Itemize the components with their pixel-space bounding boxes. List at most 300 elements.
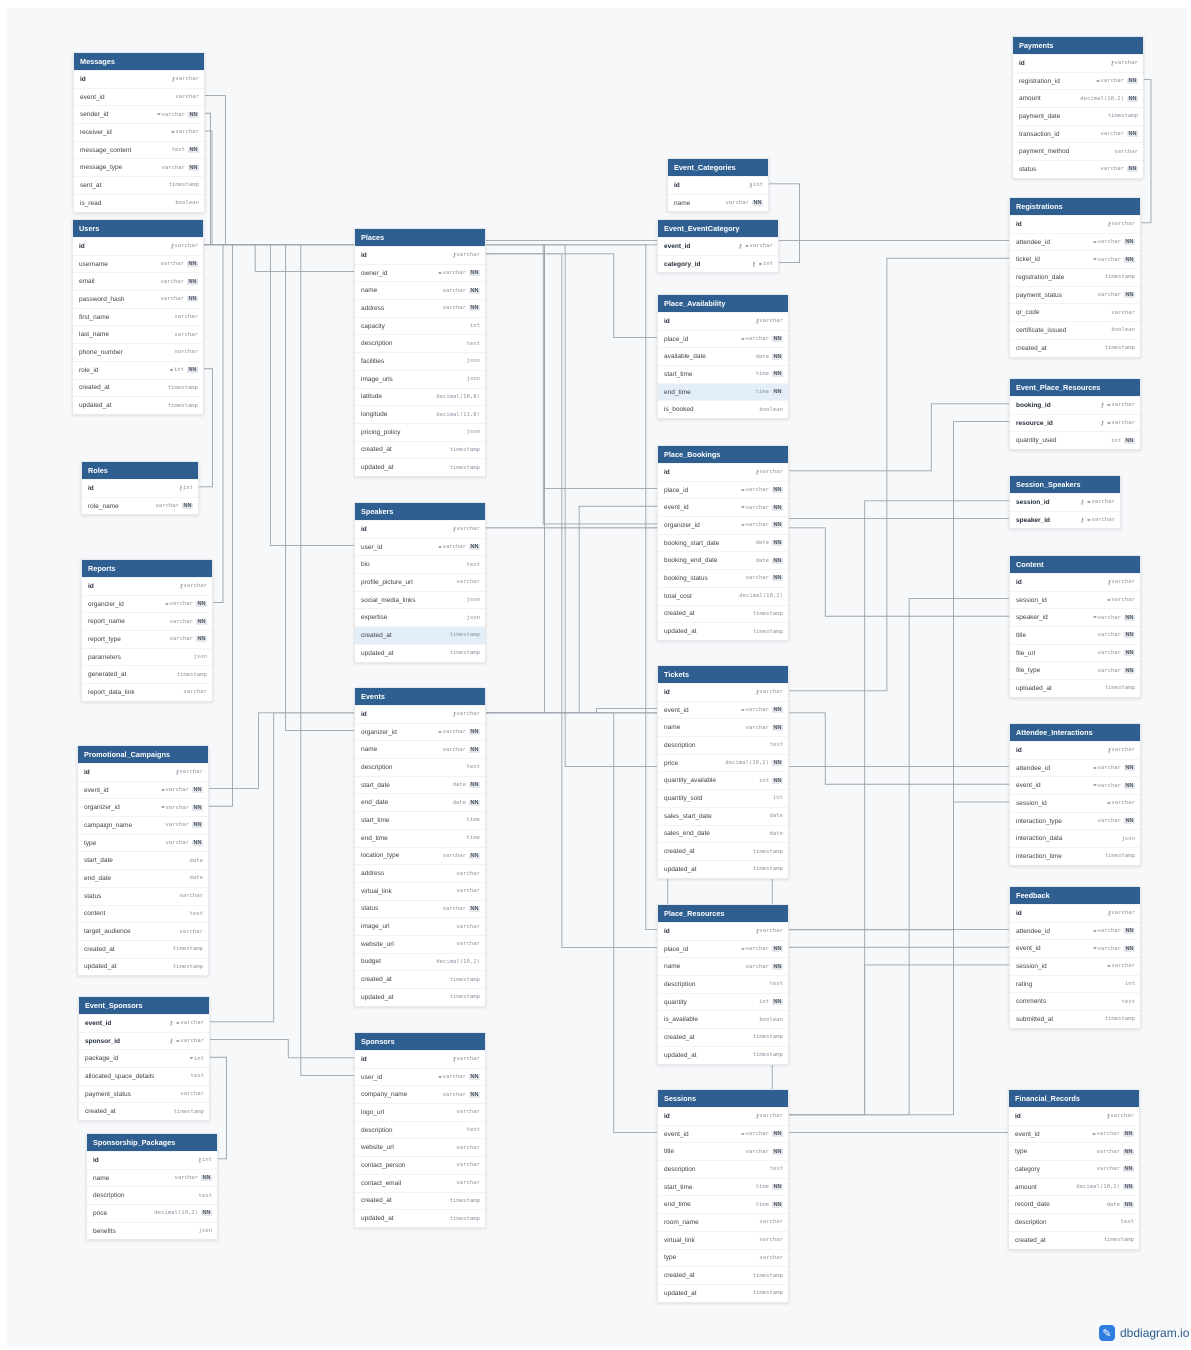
field-row[interactable]	[1010, 215, 1140, 233]
table-promotional-campaigns[interactable]	[77, 745, 209, 976]
table-places[interactable]	[354, 228, 486, 477]
field-row[interactable]	[355, 352, 485, 370]
field-row[interactable]	[73, 325, 203, 343]
field-row[interactable]	[74, 123, 204, 141]
field-row[interactable]	[1013, 160, 1143, 178]
table-title[interactable]: Users	[73, 220, 203, 237]
field-row[interactable]	[658, 922, 788, 940]
field-row[interactable]	[658, 771, 788, 789]
field-row[interactable]	[87, 1186, 217, 1204]
field-row[interactable]	[1010, 573, 1140, 591]
field-row[interactable]	[82, 479, 198, 497]
field-row[interactable]	[1010, 904, 1140, 922]
field-row[interactable]	[79, 1014, 209, 1032]
table-sponsors[interactable]	[354, 1032, 486, 1228]
field-row[interactable]	[658, 1284, 788, 1302]
table-title[interactable]: Reports	[82, 560, 212, 577]
field-row[interactable]	[78, 816, 208, 834]
link-icon: ⚭	[1092, 928, 1098, 935]
field-row[interactable]	[355, 626, 485, 644]
field-name: first_name	[79, 313, 110, 321]
key-icon: ⚷	[748, 182, 753, 189]
table-title[interactable]: Event_Place_Resources	[1010, 379, 1140, 396]
field-row[interactable]	[1010, 626, 1140, 644]
field-row[interactable]	[355, 988, 485, 1006]
field-type: varchar	[1100, 166, 1125, 173]
field-row[interactable]	[1010, 250, 1140, 268]
field-row[interactable]	[1010, 591, 1140, 609]
field-row[interactable]	[1010, 268, 1140, 286]
field-row[interactable]	[658, 807, 788, 825]
field-row[interactable]	[355, 811, 485, 829]
table-title[interactable]: Speakers	[355, 503, 485, 520]
brand-text: dbdiagram.io	[1120, 1326, 1190, 1340]
field-row[interactable]	[87, 1151, 217, 1169]
field-row[interactable]	[1010, 741, 1140, 759]
field-row[interactable]	[1010, 1010, 1140, 1028]
key-icon: ⚷	[1079, 499, 1085, 506]
field-row[interactable]	[355, 864, 485, 882]
field-row[interactable]	[658, 860, 788, 878]
field-row[interactable]	[658, 975, 788, 993]
field-row[interactable]	[355, 723, 485, 741]
field-row[interactable]	[1010, 661, 1140, 679]
field-row[interactable]	[78, 940, 208, 958]
field-row[interactable]	[658, 1178, 788, 1196]
field-name: quantity_used	[1016, 437, 1057, 445]
table-title[interactable]: Messages	[74, 53, 204, 70]
field-row[interactable]	[78, 834, 208, 852]
field-row[interactable]	[1010, 776, 1140, 794]
field-type: timestamp	[752, 1290, 783, 1297]
field-row[interactable]	[1013, 54, 1143, 72]
table-title[interactable]: Sponsors	[355, 1033, 485, 1050]
field-type: text	[198, 1192, 212, 1199]
field-name: payment_status	[85, 1090, 131, 1098]
field-row[interactable]	[355, 644, 485, 662]
not-null-badge: NN	[470, 729, 479, 736]
field-type: boolean	[759, 406, 783, 413]
field-row[interactable]	[355, 1050, 485, 1068]
key-icon: ⚷	[452, 252, 457, 259]
field-row[interactable]	[658, 1125, 788, 1143]
field-row[interactable]	[1010, 992, 1140, 1010]
field-row[interactable]	[1010, 679, 1140, 697]
field-row[interactable]	[658, 1107, 788, 1125]
table-feedback[interactable]	[1009, 886, 1141, 1029]
field-row[interactable]	[1010, 339, 1140, 357]
field-row[interactable]	[355, 917, 485, 935]
field-row[interactable]	[1010, 608, 1140, 626]
field-row[interactable]	[79, 1102, 209, 1120]
field-type: varchar	[1097, 667, 1122, 674]
table-title[interactable]: Event_EventCategory	[658, 220, 778, 237]
field-row[interactable]	[658, 736, 788, 754]
field-row[interactable]	[355, 1192, 485, 1210]
field-name: id	[361, 525, 367, 533]
table-event-sponsors[interactable]	[78, 996, 210, 1121]
field-row[interactable]	[355, 935, 485, 953]
not-null-badge: NN	[1125, 239, 1134, 246]
field-row[interactable]	[73, 343, 203, 361]
field-row[interactable]	[658, 383, 788, 401]
field-row[interactable]	[668, 194, 768, 212]
field-row[interactable]	[658, 701, 788, 719]
field-row[interactable]	[1010, 396, 1140, 414]
field-row[interactable]	[355, 1156, 485, 1174]
field-row[interactable]	[658, 551, 788, 569]
field-row[interactable]	[355, 388, 485, 406]
field-row[interactable]	[79, 1049, 209, 1067]
field-name: price	[664, 759, 679, 767]
field-row[interactable]	[82, 648, 212, 666]
field-row[interactable]	[658, 825, 788, 843]
field-row[interactable]	[658, 605, 788, 623]
field-row[interactable]	[658, 622, 788, 640]
key-icon: ⚷	[1107, 747, 1112, 754]
table-messages[interactable]	[73, 52, 205, 213]
field-row[interactable]	[1009, 1195, 1139, 1213]
field-row[interactable]	[658, 400, 788, 418]
field-type: varchar	[161, 111, 186, 118]
field-row[interactable]	[355, 1068, 485, 1086]
field-row[interactable]	[355, 591, 485, 609]
field-row[interactable]	[73, 396, 203, 414]
field-row[interactable]	[658, 330, 788, 348]
field-row[interactable]	[355, 441, 485, 459]
table-attendee-interactions[interactable]	[1009, 723, 1141, 866]
table-title[interactable]: Event_Categories	[668, 159, 768, 176]
field-row[interactable]	[1010, 493, 1120, 511]
field-row[interactable]	[658, 347, 788, 365]
table-title[interactable]: Promotional_Campaigns	[78, 746, 208, 763]
field-type: int	[201, 1157, 212, 1164]
table-tickets[interactable]	[657, 665, 789, 879]
field-row[interactable]	[1010, 829, 1140, 847]
field-row[interactable]	[355, 1085, 485, 1103]
field-row[interactable]	[355, 264, 485, 282]
table-title[interactable]: Feedback	[1010, 887, 1140, 904]
table-financial-records[interactable]	[1008, 1089, 1140, 1250]
field-name: updated_at	[664, 865, 697, 873]
field-row[interactable]	[73, 255, 203, 273]
field-type: varchar	[759, 1237, 783, 1244]
field-row[interactable]	[74, 70, 204, 88]
field-row[interactable]	[658, 1195, 788, 1213]
field-row[interactable]	[355, 882, 485, 900]
table-payments[interactable]	[1012, 36, 1144, 179]
field-row[interactable]	[355, 520, 485, 538]
not-null-badge: NN	[197, 618, 206, 625]
field-name: file_type	[1016, 667, 1041, 675]
table-title[interactable]: Events	[355, 688, 485, 705]
field-row[interactable]	[355, 776, 485, 794]
field-row[interactable]	[79, 1085, 209, 1103]
field-row[interactable]	[355, 1209, 485, 1227]
not-null-badge: NN	[470, 782, 479, 789]
table-title[interactable]: Place_Bookings	[658, 446, 788, 463]
table-title[interactable]: Tickets	[658, 666, 788, 683]
field-type: varchar	[175, 76, 199, 83]
field-row[interactable]	[355, 847, 485, 865]
field-row[interactable]	[355, 458, 485, 476]
link-icon: ⚭	[437, 1074, 443, 1081]
field-row[interactable]	[355, 793, 485, 811]
field-row[interactable]	[82, 630, 212, 648]
table-place-bookings[interactable]	[657, 445, 789, 641]
field-row[interactable]	[1010, 759, 1140, 777]
field-row[interactable]	[82, 612, 212, 630]
field-row[interactable]	[355, 334, 485, 352]
field-row[interactable]	[658, 1249, 788, 1267]
field-row[interactable]	[658, 312, 788, 330]
field-row[interactable]	[1009, 1231, 1139, 1249]
field-row[interactable]	[78, 798, 208, 816]
field-row[interactable]	[658, 463, 788, 481]
field-row[interactable]	[658, 1266, 788, 1284]
field-row[interactable]	[355, 246, 485, 264]
field-name: id	[79, 242, 85, 250]
table-users[interactable]	[72, 219, 204, 415]
field-row[interactable]	[1010, 303, 1140, 321]
table-title[interactable]: Content	[1010, 556, 1140, 573]
field-row[interactable]	[658, 498, 788, 516]
table-title[interactable]: Place_Availability	[658, 295, 788, 312]
field-row[interactable]	[73, 361, 203, 379]
field-row[interactable]	[78, 887, 208, 905]
not-null-badge: NN	[183, 503, 192, 510]
field-row[interactable]	[1009, 1213, 1139, 1231]
field-row[interactable]	[658, 842, 788, 860]
table-speakers[interactable]	[354, 502, 486, 663]
field-row[interactable]	[82, 683, 212, 701]
table-reports[interactable]	[81, 559, 213, 702]
field-row[interactable]	[74, 88, 204, 106]
field-name: uploaded_at	[1016, 684, 1052, 692]
field-row[interactable]	[79, 1032, 209, 1050]
field-row[interactable]	[658, 237, 778, 255]
field-row[interactable]	[1009, 1107, 1139, 1125]
field-row[interactable]	[1010, 812, 1140, 830]
table-title[interactable]: Sponsorship_Packages	[87, 1134, 217, 1151]
field-row[interactable]	[1010, 794, 1140, 812]
field-row[interactable]	[658, 940, 788, 958]
field-row[interactable]	[355, 370, 485, 388]
field-row[interactable]	[658, 516, 788, 534]
field-row[interactable]	[82, 497, 198, 515]
field-type: json	[466, 376, 480, 383]
table-title[interactable]: Attendee_Interactions	[1010, 724, 1140, 741]
field-row[interactable]	[355, 538, 485, 556]
field-row[interactable]	[78, 763, 208, 781]
field-row[interactable]	[668, 176, 768, 194]
field-row[interactable]	[1010, 847, 1140, 865]
field-row[interactable]	[355, 423, 485, 441]
field-row[interactable]	[658, 255, 778, 273]
field-row[interactable]	[73, 237, 203, 255]
field-row[interactable]	[658, 1028, 788, 1046]
field-row[interactable]	[78, 781, 208, 799]
field-row[interactable]	[1010, 414, 1140, 432]
field-row[interactable]	[79, 1067, 209, 1085]
field-row[interactable]	[355, 1103, 485, 1121]
field-row[interactable]	[78, 958, 208, 976]
field-row[interactable]	[1009, 1178, 1139, 1196]
field-row[interactable]	[355, 1121, 485, 1139]
field-row[interactable]	[355, 555, 485, 573]
table-sessions[interactable]	[657, 1089, 789, 1303]
table-title[interactable]: Registrations	[1010, 198, 1140, 215]
table-place-resources[interactable]	[657, 904, 789, 1065]
field-row[interactable]	[355, 281, 485, 299]
field-name: session_id	[1016, 799, 1047, 807]
field-row[interactable]	[73, 290, 203, 308]
field-row[interactable]	[78, 851, 208, 869]
field-row[interactable]	[355, 1138, 485, 1156]
field-type: time	[755, 371, 770, 378]
field-row[interactable]	[658, 789, 788, 807]
field-row[interactable]	[658, 683, 788, 701]
key-icon: ⚷	[197, 1157, 202, 1164]
field-row[interactable]	[355, 299, 485, 317]
field-row[interactable]	[355, 970, 485, 988]
field-row[interactable]	[355, 608, 485, 626]
field-row[interactable]	[355, 405, 485, 423]
table-title[interactable]: Sessions	[658, 1090, 788, 1107]
field-row[interactable]	[658, 1142, 788, 1160]
table-title[interactable]: Event_Sponsors	[79, 997, 209, 1014]
table-roles[interactable]	[81, 461, 199, 515]
field-row[interactable]	[658, 365, 788, 383]
field-row[interactable]	[82, 595, 212, 613]
field-row[interactable]	[658, 569, 788, 587]
field-row[interactable]	[658, 534, 788, 552]
field-type: varchar	[745, 1131, 770, 1138]
table-event-place-resources[interactable]	[1009, 378, 1141, 450]
field-row[interactable]	[1013, 142, 1143, 160]
field-row[interactable]	[1010, 431, 1140, 449]
field-row[interactable]	[1013, 125, 1143, 143]
link-icon: ⚭	[168, 367, 174, 374]
field-row[interactable]	[74, 194, 204, 212]
field-row[interactable]	[658, 993, 788, 1011]
field-name: registration_date	[1016, 273, 1065, 281]
field-row[interactable]	[658, 1046, 788, 1064]
table-title[interactable]: Place_Resources	[658, 905, 788, 922]
field-row[interactable]	[658, 957, 788, 975]
field-row[interactable]	[1009, 1142, 1139, 1160]
table-title[interactable]: Payments	[1013, 37, 1143, 54]
field-name: image_url	[361, 923, 390, 931]
field-row[interactable]	[1010, 233, 1140, 251]
field-row[interactable]	[74, 158, 204, 176]
field-name: id	[1016, 909, 1022, 917]
table-events[interactable]	[354, 687, 486, 1007]
field-row[interactable]	[1010, 321, 1140, 339]
field-row[interactable]	[1010, 939, 1140, 957]
table-event-eventcategory[interactable]	[657, 219, 779, 273]
field-row[interactable]	[87, 1204, 217, 1222]
field-row[interactable]	[78, 869, 208, 887]
field-type: timestamp	[752, 610, 783, 617]
field-type: text	[1121, 998, 1135, 1005]
field-row[interactable]	[1010, 286, 1140, 304]
field-row[interactable]	[355, 829, 485, 847]
field-row[interactable]	[73, 379, 203, 397]
field-row[interactable]	[658, 587, 788, 605]
not-null-badge: NN	[773, 777, 782, 784]
field-row[interactable]	[355, 758, 485, 776]
table-session-speakers[interactable]	[1009, 475, 1121, 529]
table-sponsorship-packages[interactable]	[86, 1133, 218, 1240]
field-row[interactable]	[87, 1222, 217, 1240]
table-registrations[interactable]	[1009, 197, 1141, 358]
field-row[interactable]	[658, 1231, 788, 1249]
field-row[interactable]	[87, 1169, 217, 1187]
field-row[interactable]	[1013, 89, 1143, 107]
field-row[interactable]	[1010, 975, 1140, 993]
field-row[interactable]	[82, 577, 212, 595]
field-row[interactable]	[1009, 1125, 1139, 1143]
table-place-availability[interactable]	[657, 294, 789, 419]
field-row[interactable]	[355, 317, 485, 335]
field-row[interactable]	[1009, 1160, 1139, 1178]
field-row[interactable]	[355, 740, 485, 758]
field-name: name	[93, 1174, 110, 1182]
field-row[interactable]	[1010, 511, 1120, 529]
field-row[interactable]	[1013, 107, 1143, 125]
field-row[interactable]	[658, 1010, 788, 1028]
key-icon: ⚷	[171, 76, 176, 83]
field-row[interactable]	[73, 308, 203, 326]
field-row[interactable]	[658, 718, 788, 736]
field-type: timestamp	[1103, 1237, 1134, 1244]
field-row[interactable]	[82, 665, 212, 683]
field-type: boolean	[175, 200, 199, 207]
table-title[interactable]: Places	[355, 229, 485, 246]
table-title[interactable]: Financial_Records	[1009, 1090, 1139, 1107]
field-row[interactable]	[74, 176, 204, 194]
brand-logo[interactable]	[1099, 1323, 1189, 1343]
field-row[interactable]	[355, 705, 485, 723]
field-row[interactable]	[355, 1174, 485, 1192]
field-row[interactable]	[355, 900, 485, 918]
field-row[interactable]	[355, 953, 485, 971]
field-row[interactable]	[78, 905, 208, 923]
field-row[interactable]	[658, 1160, 788, 1178]
field-row[interactable]	[658, 754, 788, 772]
field-row[interactable]	[658, 481, 788, 499]
link-icon: ⚭	[740, 487, 746, 494]
field-row[interactable]	[1010, 644, 1140, 662]
field-row[interactable]	[1010, 922, 1140, 940]
table-title[interactable]: Session_Speakers	[1010, 476, 1120, 493]
table-content[interactable]	[1009, 555, 1141, 698]
field-row[interactable]	[355, 573, 485, 591]
field-row[interactable]	[78, 922, 208, 940]
field-type: text	[190, 1073, 204, 1080]
field-row[interactable]	[658, 1213, 788, 1231]
table-title[interactable]: Roles	[82, 462, 198, 479]
field-row[interactable]	[74, 105, 204, 123]
field-row[interactable]	[1013, 72, 1143, 90]
not-null-badge: NN	[470, 287, 479, 294]
field-row[interactable]	[1010, 957, 1140, 975]
field-type: timestamp	[449, 632, 480, 639]
field-row[interactable]	[74, 141, 204, 159]
table-event-categories[interactable]	[667, 158, 769, 212]
field-row[interactable]	[73, 272, 203, 290]
